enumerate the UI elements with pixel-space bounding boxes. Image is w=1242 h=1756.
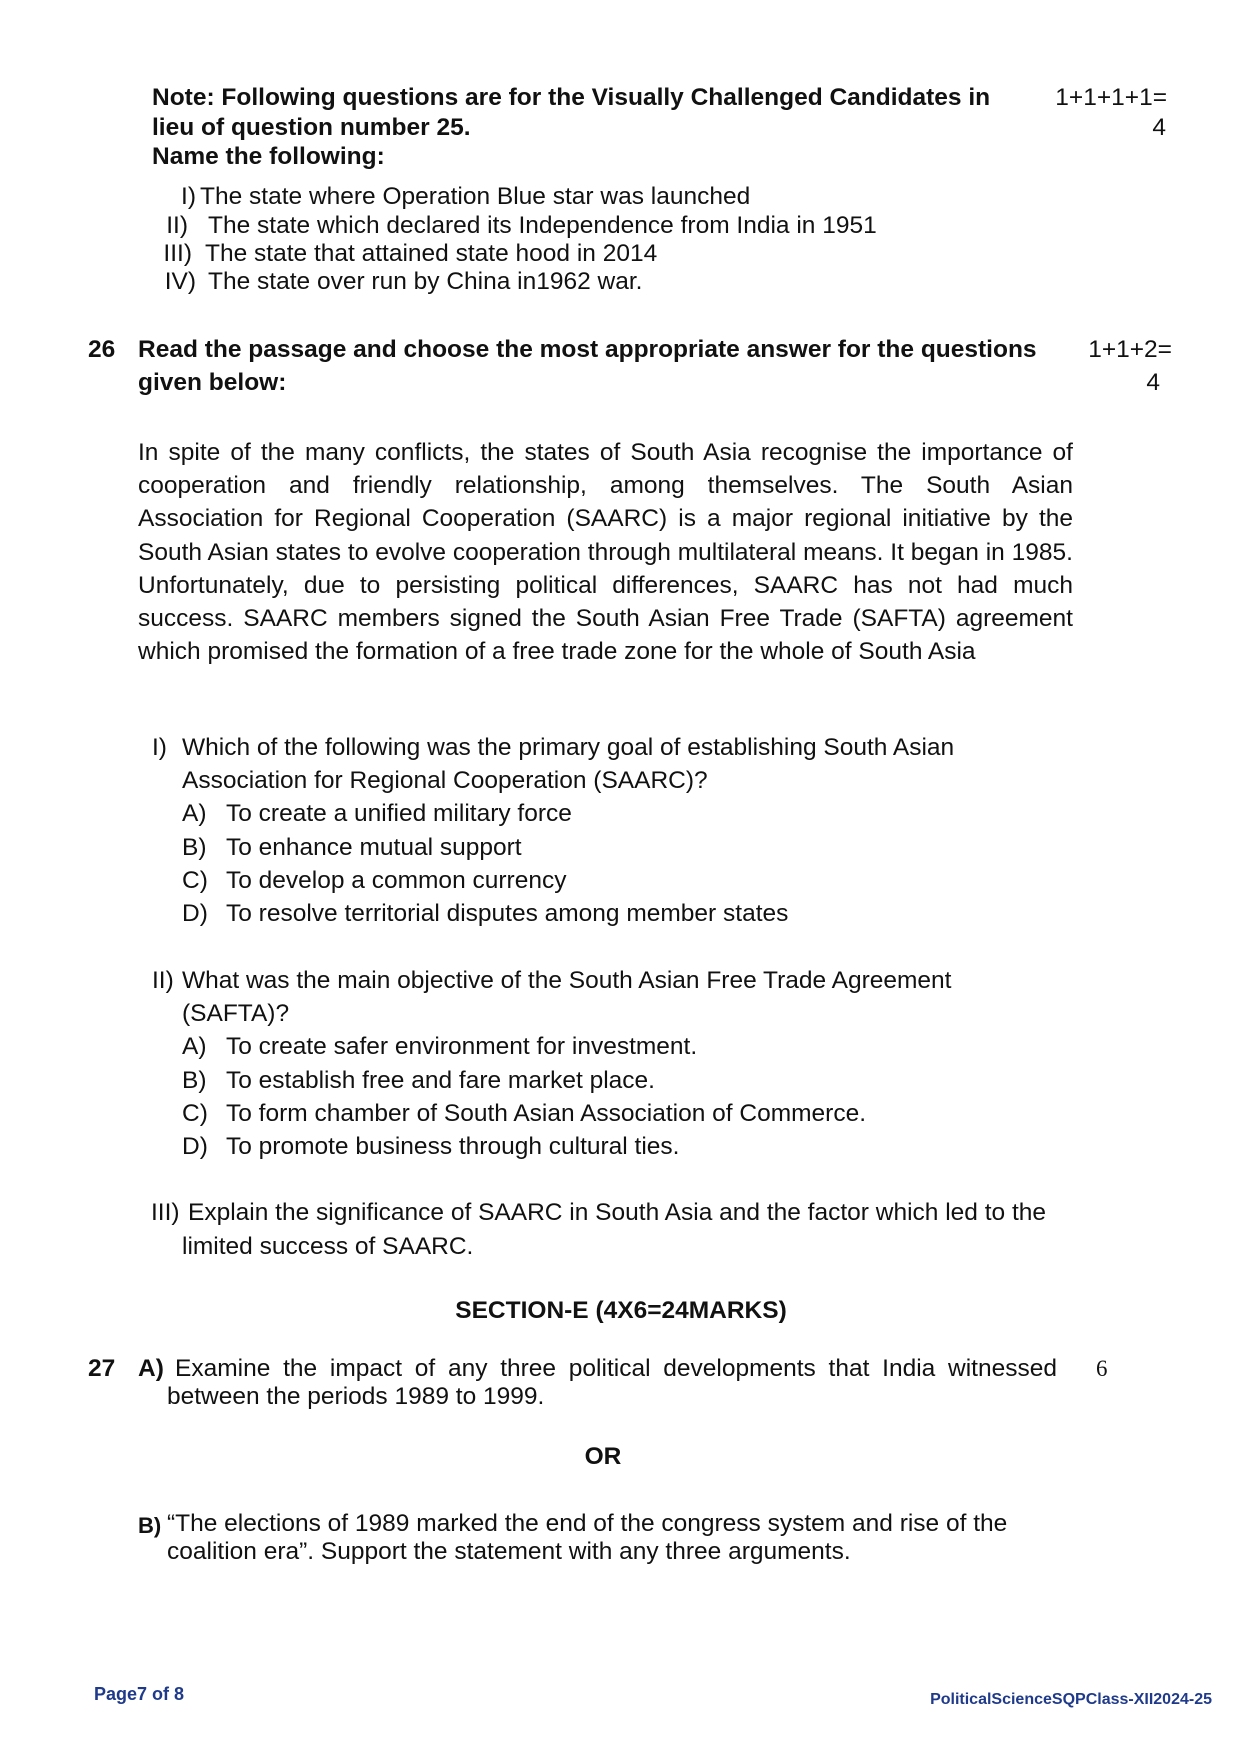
option-label: D) (182, 1133, 208, 1160)
sub-question-line-1: What was the main objective of the South Asian Free Trade Agreement (182, 967, 952, 994)
option-text: To create safer environment for investment. (226, 1033, 698, 1060)
note-item-text: The state where Operation Blue star was launched (200, 183, 751, 210)
option-label: A) (182, 1033, 207, 1060)
q27-part-b-label: B) (138, 1513, 162, 1538)
sub-question-line-1: Which of the following was the primary goal of establishing South Asian (182, 734, 955, 761)
option-label: B) (182, 834, 207, 861)
q27-part-a-label: A) (138, 1355, 164, 1382)
or-separator: OR (584, 1443, 622, 1470)
option-label: A) (182, 800, 207, 827)
note-item-text: The state over run by China in1962 war. (208, 268, 643, 295)
option-label: C) (182, 1100, 208, 1127)
q27-part-a-line-1: Examine the impact of any three political developments that India witnessed (175, 1355, 1057, 1382)
option-text: To develop a common currency (226, 867, 567, 894)
sub-question-line-2: Association for Regional Cooperation (SAARC)? (182, 767, 708, 794)
sub-question-line-2: limited success of SAARC. (182, 1233, 474, 1260)
option-label: D) (182, 900, 208, 927)
page-number: Page7 of 8 (94, 1684, 185, 1704)
q27-marks: 6 (1096, 1356, 1108, 1381)
option-text: To enhance mutual support (226, 834, 522, 861)
note-item-number: III) (163, 240, 192, 267)
option-text: To establish free and fare market place. (226, 1067, 655, 1094)
section-e-heading: SECTION-E (4X6=24MARKS) (455, 1297, 787, 1324)
question-number: 26 (88, 336, 116, 363)
note-item-text: The state which declared its Independence from India in 1951 (208, 212, 877, 239)
document-id: PoliticalScienceSQPClass-XII2024-25 (930, 1691, 1212, 1708)
q27-part-a-line-2: between the periods 1989 to 1999. (167, 1383, 545, 1410)
option-text: To resolve territorial disputes among member states (226, 900, 789, 927)
option-text: To form chamber of South Asian Association of Commerce. (226, 1100, 867, 1127)
option-text: To promote business through cultural ties. (226, 1133, 680, 1160)
q26-marks-line-2: 4 (1146, 369, 1160, 396)
note-item-number: I) (181, 183, 196, 210)
q27-part-b-line-2: coalition era”. Support the statement with any three arguments. (167, 1538, 851, 1565)
q27-part-b-line-1: “The elections of 1989 marked the end of the congress system and rise of the (167, 1510, 1008, 1537)
option-label: C) (182, 867, 208, 894)
sub-question-line-2: (SAFTA)? (182, 1000, 290, 1027)
sub-question-number: I) (152, 734, 167, 761)
sub-question-number: II) (152, 967, 174, 994)
note-line-2: lieu of question number 25. (152, 114, 471, 141)
option-text: To create a unified military force (226, 800, 572, 827)
q26-marks-line-1: 1+1+2= (1088, 336, 1172, 363)
note-item-number: IV) (164, 268, 196, 295)
option-label: B) (182, 1067, 207, 1094)
name-following-heading: Name the following: (152, 143, 385, 170)
q26-heading-line-1: Read the passage and choose the most appropriate answer for the questions (138, 336, 1037, 363)
q26-heading-line-2: given below: (138, 369, 287, 396)
note-line-1: Note: Following questions are for the Visually Challenged Candidates in (152, 84, 991, 111)
question-number: 27 (88, 1355, 116, 1382)
note-marks-line-2: 4 (1152, 114, 1166, 141)
sub-question-line-1: Explain the significance of SAARC in South Asia and the factor which led to the (188, 1199, 1047, 1226)
note-item-number: II) (166, 212, 188, 239)
sub-question-number: III) (151, 1199, 180, 1226)
note-item-text: The state that attained state hood in 2014 (205, 240, 658, 267)
note-marks-line-1: 1+1+1+1= (1055, 84, 1167, 111)
q26-passage: In spite of the many conflicts, the states of South Asia recognise the importance of cooperation and friendly relationship, among themselves. The South Asian Association for Regional Cooperation (SAARC) is a major regional initiative by the South Asian states to evolve cooperation through multilateral means. It began in 1985. Unfortunately, due to persisting political differences, SAARC has not had much success. SAARC members signed the South Asian Free Trade (SAFTA) agreement which promised the formation of a free trade zone for the whole of South Asia (138, 439, 1073, 666)
